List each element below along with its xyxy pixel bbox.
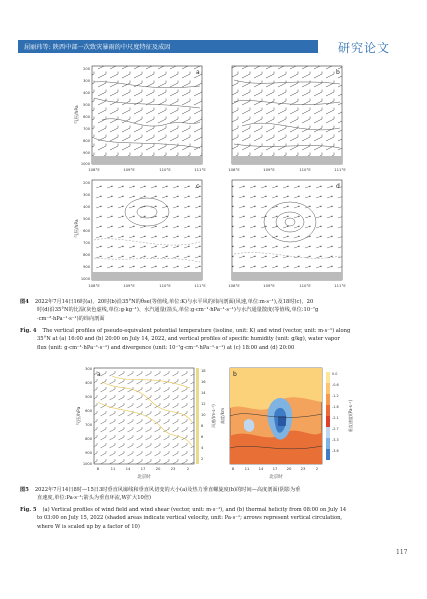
figure-5-colorbar-swatch (326, 416, 330, 427)
figure-4-x-tick: 111°E (334, 167, 346, 172)
figure-4-panel-b-label: b (336, 69, 340, 76)
figure-5-panel-a (94, 368, 194, 464)
figure-5-colorbar-tick: -0.6 (332, 383, 339, 387)
page-number: 117 (396, 549, 408, 556)
figure-4-caption-cn-label: 图4 (20, 299, 29, 305)
figure-5-panel-a-x-tick: 14 (125, 466, 131, 471)
figure-5-panel-b-x-tick: 11 (244, 466, 250, 471)
figure-5-colorbar-tick: -2.1 (332, 416, 339, 420)
figure-4-y-tick: 1000 (80, 277, 90, 281)
figure-5-panel-a-y-tick: 300 (85, 367, 92, 371)
figure-4-y-tick: 900 (83, 151, 90, 155)
figure-5-panel-b-x-tick: 20 (286, 466, 292, 471)
figure-4-x-tick: 110°E (299, 283, 311, 288)
figure-5-panel-a-x-tick: 20 (155, 466, 161, 471)
figure-5-wind-speed-tick: 6 (201, 435, 204, 439)
figure-4-x-tick: 111°E (194, 167, 206, 172)
figure-4-y-tick: 900 (83, 265, 90, 269)
figure-5-colorbar-tick: 0.0 (332, 372, 338, 376)
figure-4-x-tick: 109°E (263, 283, 275, 288)
figure-4-x-tick: 108°E (228, 167, 240, 172)
figure-4-y-tick: 400 (83, 91, 90, 95)
figure-4-x-tick: 111°E (334, 283, 346, 288)
figure-5-panel-b (230, 368, 322, 464)
figure-5-colorbar-tick: -1.8 (332, 405, 339, 409)
figure-4-x-tick: 111°E (194, 283, 206, 288)
figure-5-colorbar-tick: -1.2 (332, 394, 339, 398)
figure-4-panel-b (232, 66, 342, 164)
figure-5-colorbar-swatch (326, 383, 330, 394)
figure-5-caption-en (20, 506, 410, 531)
figure-4-x-tick: 108°E (228, 283, 240, 288)
figure-5-panel-b-x-tick: 8 (231, 466, 235, 471)
figure-5-wind-speed-tick: 12 (201, 402, 206, 406)
figure-5-panel-b-x-tick: 14 (258, 466, 264, 471)
column-tag: 研究论文 (338, 41, 391, 55)
figure-5-panel-a-y-tick: 400 (85, 381, 92, 385)
figure-4-panel-c (92, 180, 202, 280)
figure-5-colorbar (326, 372, 353, 460)
figure-4-panel-a (92, 66, 202, 164)
figure-5-caption-en-line: where W is scaled up by a factor of 10) (37, 523, 140, 530)
figure-5-panel-a-y-tick: 700 (85, 423, 92, 427)
figure-4-y-tick: 500 (83, 103, 90, 107)
figure-4-y-label-top: 气压/hPa (75, 105, 80, 124)
figure-5-wind-speed-tick: 18 (201, 369, 206, 373)
figure-4-caption-cn-line: ·cm⁻²·hPa⁻¹·s⁻¹)的纬向剖面 (37, 315, 105, 322)
figure-4-y-tick: 800 (83, 253, 90, 257)
figure-5-panel-b-x-tick: 2 (315, 466, 319, 471)
figure-4-panel-d (232, 180, 342, 280)
figure-5-panel-a-y-tick: 500 (85, 395, 92, 399)
figure-5-panel-a-y-tick: 1000 (82, 462, 92, 466)
figure-5-colorbar-swatch (326, 405, 330, 416)
figure-4 (72, 62, 358, 302)
figure-5-colorbar-tick: -3.6 (332, 449, 339, 453)
figure-4-y-tick: 500 (83, 217, 90, 221)
figure-5-wind-speed-tick: 14 (201, 391, 206, 395)
figure-4-y-label-bottom: 气压/hPa (75, 219, 80, 238)
figure-4-x-tick: 108°E (88, 167, 100, 172)
figure-5-panel-a-y-tick: 800 (85, 437, 92, 441)
figure-5-panel-a-y-tick: 600 (85, 409, 92, 413)
figure-5-panel-b-x-tick: 23 (300, 466, 306, 471)
figure-4-x-tick: 110°E (299, 167, 311, 172)
figure-4-y-tick: 700 (83, 127, 90, 131)
figure-4-y-tick: 300 (83, 79, 90, 83)
figure-5-panel-b-x-label: 北京时 (269, 475, 283, 480)
figure-5-panel-a-label: a (97, 371, 101, 378)
figure-4-x-tick: 108°E (88, 283, 100, 288)
figure-5-caption-en-line: to 03:00 on July 15, 2022 (shaded areas indicate vertical velocity, unit: Pa·s⁻¹; arrows represent vertical circulation, (37, 515, 343, 522)
figure-4-y-tick: 800 (83, 139, 90, 143)
figure-5-panel-a-y-label: 气压/hPa (77, 406, 82, 426)
figure-4-y-tick: 600 (83, 229, 90, 233)
figure-5-wind-speed-label: 风速/(m·s⁻¹) (211, 404, 216, 428)
page-header (0, 0, 427, 58)
figure-5-caption-cn-line: 2022年7月14日8时—15日3时垂直风廓线和垂直风切变的大小(a)及热力垂直螺旋度(b)的时间—高度剖面(阴影为垂 (34, 487, 301, 493)
figure-4-x-tick: 109°E (123, 167, 135, 172)
figure-5 (72, 362, 358, 482)
figure-5-caption-en-label: Fig. 5 (20, 507, 37, 513)
figure-5-wind-speed-tick: 16 (201, 380, 206, 384)
figure-4-caption-cn-line: 2022年7月14日16时(a)、20时(b)沿35°N的θse(等值线,单位:K)与水平风的纬向剖面(风速,单位:m·s⁻¹),及18时(c)、20 (34, 299, 314, 305)
figure-4-x-tick: 110°E (159, 167, 171, 172)
figure-4-y-tick: 200 (83, 67, 90, 71)
figure-5-panel-a-y-tick: 900 (85, 451, 92, 455)
figure-4-panel-d-label: d (336, 183, 340, 190)
figure-5-panel-b-y-label: 高度/km (220, 407, 225, 425)
figure-5-colorbar-tick: -3.3 (332, 438, 339, 442)
figure-4-caption-cn-line: 时(d)沿35°N的比湿(灰色虚线,单位:g·kg⁻¹)、水汽通量(箭头,单位:g·cm⁻¹·hPa⁻¹·s⁻¹)与水汽通量散度(等值线,单位:10⁻⁷g (37, 307, 319, 314)
figure-4-y-tick: 300 (83, 193, 90, 197)
figure-4-x-tick: 109°E (123, 283, 135, 288)
figure-5-colorbar-label: 垂直速度/(Pa·s⁻¹) (348, 399, 353, 433)
figure-4-y-tick: 700 (83, 241, 90, 245)
running-title: 屈丽玮等: 陕西中部一次致灾暴雨的中尺度特征及成因 (24, 43, 171, 51)
figure-5-panel-a-x-tick: 11 (110, 466, 116, 471)
figure-4-caption-en (20, 327, 410, 352)
figure-4-y-tick: 600 (83, 115, 90, 119)
figure-5-wind-speed-scale (196, 368, 216, 464)
figure-4-y-tick: 200 (83, 181, 90, 185)
figure-5-wind-speed-tick: 4 (201, 446, 204, 450)
figure-4-y-tick: 400 (83, 205, 90, 209)
figure-5-colorbar-swatch (326, 427, 330, 438)
figure-4-caption-en-line: flux (unit: g·cm⁻¹·hPa⁻¹·s⁻¹) and divergence (unit: 10⁻⁷g·cm⁻²·hPa⁻¹·s⁻¹) at (c) 18:00 and (d) 20:00 (37, 344, 295, 351)
figure-5-panel-a-x-tick: 23 (170, 466, 176, 471)
figure-4-panel-c-label: c (196, 183, 200, 190)
figure-5-colorbar-swatch (326, 438, 330, 449)
figure-4-caption-cn (20, 298, 410, 323)
figure-5-wind-speed-tick: 8 (201, 424, 204, 428)
figure-5-caption-en-line: (a) Vertical profiles of wind field and wind shear (vector, unit: m·s⁻¹), and (b) thermal helicity from 08:00 on July 14 (42, 507, 347, 513)
figure-5-wind-speed-tick: 10 (201, 413, 206, 417)
figure-5-caption-cn-line: 直速度,单位:Pa·s⁻¹;箭头为垂直环流,W扩大10倍) (37, 495, 152, 502)
figure-5-colorbar-swatch (326, 372, 330, 383)
figure-5-caption-cn (20, 486, 410, 503)
figure-5-wind-speed-tick: 2 (201, 457, 204, 461)
figure-4-caption-en-line: 35°N at (a) 16:00 and (b) 20:00 on July 14, 2022, and vertical profiles of specific humidity (unit: g/kg), water vapor (37, 336, 340, 343)
figure-5-colorbar-swatch (326, 394, 330, 405)
figure-5-panel-a-x-label: 北京时 (137, 475, 151, 480)
figure-4-caption-en-label: Fig. 4 (20, 328, 37, 334)
figure-5-panel-b-x-tick: 17 (272, 466, 278, 471)
figure-4-panel-a-label: a (196, 69, 200, 76)
figure-4-y-tick: 1000 (80, 162, 90, 166)
figure-5-colorbar-swatch (326, 449, 330, 460)
figure-5-panel-b-label: b (233, 371, 237, 378)
figure-5-caption-cn-label: 图5 (20, 487, 29, 493)
figure-5-panel-a-x-tick: 2 (186, 466, 190, 471)
figure-5-colorbar-tick: -2.7 (332, 427, 339, 431)
figure-4-x-tick: 109°E (263, 167, 275, 172)
figure-4-caption-en-line: The vertical profiles of pseudo-equivalent potential temperature (isoline, unit: K) and wind (vector, unit: m·s⁻¹) along (42, 328, 351, 334)
figure-4-x-tick: 110°E (159, 283, 171, 288)
figure-5-panel-a-x-tick: 8 (96, 466, 100, 471)
figure-5-panel-a-x-tick: 17 (140, 466, 146, 471)
